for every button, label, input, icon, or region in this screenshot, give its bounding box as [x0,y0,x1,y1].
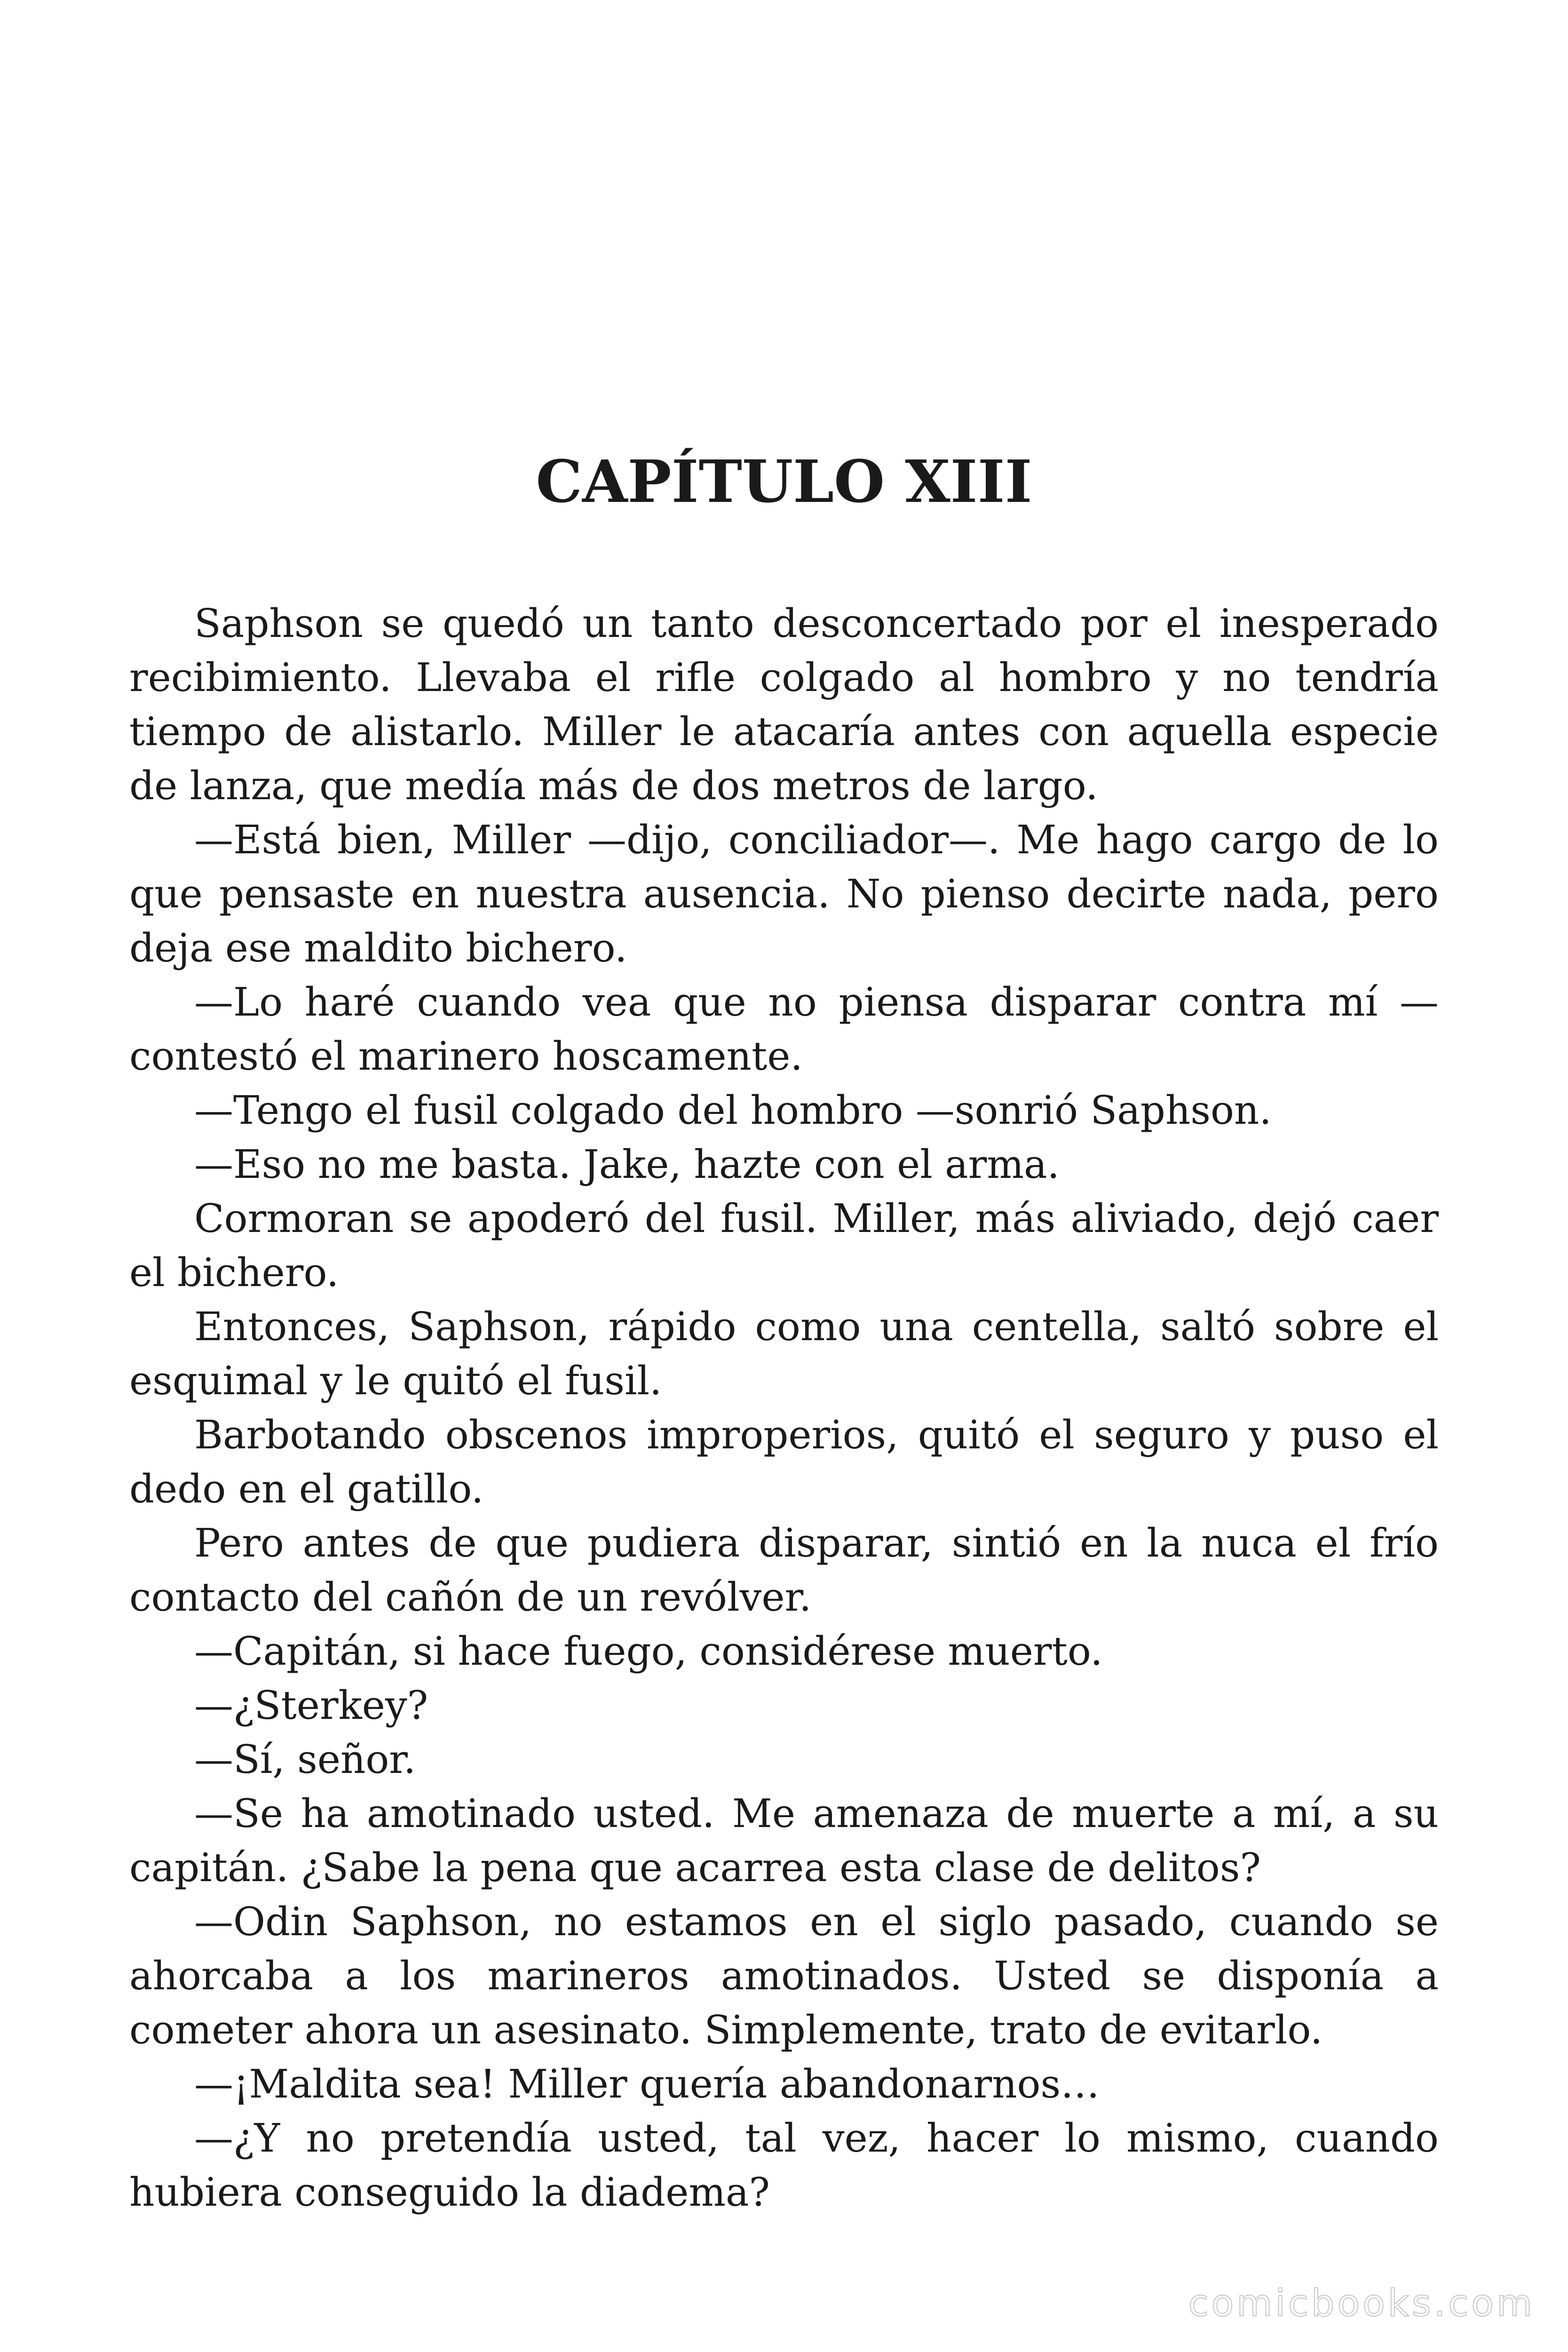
watermark: comicbooks.com [1188,2282,1535,2325]
chapter-body [129,596,1439,2219]
paragraph: —Capitán, si hace fuego, considérese muerto. [194,1629,1103,1674]
paragraph: —Tengo el fusil colgado del hombro —sonrió Saphson. [194,1088,1272,1133]
paragraph: Barbotando obscenos improperios, quitó el seguro y puso el dedo en el gatillo. [129,1412,1439,1512]
paragraph: —¡Maldita sea! Miller quería abandonarnos… [194,2061,1100,2107]
paragraph: Entonces, Saphson, rápido como una centella, saltó sobre el esquimal y le quitó el fusil. [129,1304,1439,1404]
paragraph: —Odin Saphson, no estamos en el siglo pasado, cuando se ahorcaba a los marineros amotinados. Usted se disponía a cometer ahora un asesinato. Simplemente, trato de evitarlo. [129,1899,1439,2053]
paragraph: —¿Sterkey? [194,1683,428,1728]
paragraph: —Sí, señor. [194,1737,416,1782]
paragraph: Pero antes de que pudiera disparar, sintió en la nuca el frío contacto del cañón de un revólver. [129,1520,1439,1620]
chapter-title: CAPÍTULO XIII [536,448,1032,516]
paragraph: —Eso no me basta. Jake, hazte con el arma. [194,1142,1060,1187]
paragraph: —Está bien, Miller —dijo, conciliador—. Me hago cargo de lo que pensaste en nuestra ausencia. No pienso decirte nada, pero deja ese maldito bichero. [129,817,1439,971]
paragraph: Cormoran se apoderó del fusil. Miller, más aliviado, dejó caer el bichero. [129,1196,1439,1295]
paragraph: Saphson se quedó un tanto desconcertado por el inesperado recibimiento. Llevaba el rifle colgado al hombro y no tendría tiempo de alistarlo. Miller le atacaría antes con aquella especie de lanza, que medía más de dos metros de largo. [129,601,1439,809]
paragraph: —¿Y no pretendía usted, tal vez, hacer lo mismo, cuando hubiera conseguido la diadema? [129,2115,1439,2215]
paragraph: —Lo haré cuando vea que no piensa disparar contra mí —contestó el marinero hoscamente. [129,979,1439,1079]
paragraph: —Se ha amotinado usted. Me amenaza de muerte a mí, a su capitán. ¿Sabe la pena que acarrea esta clase de delitos? [129,1791,1439,1891]
